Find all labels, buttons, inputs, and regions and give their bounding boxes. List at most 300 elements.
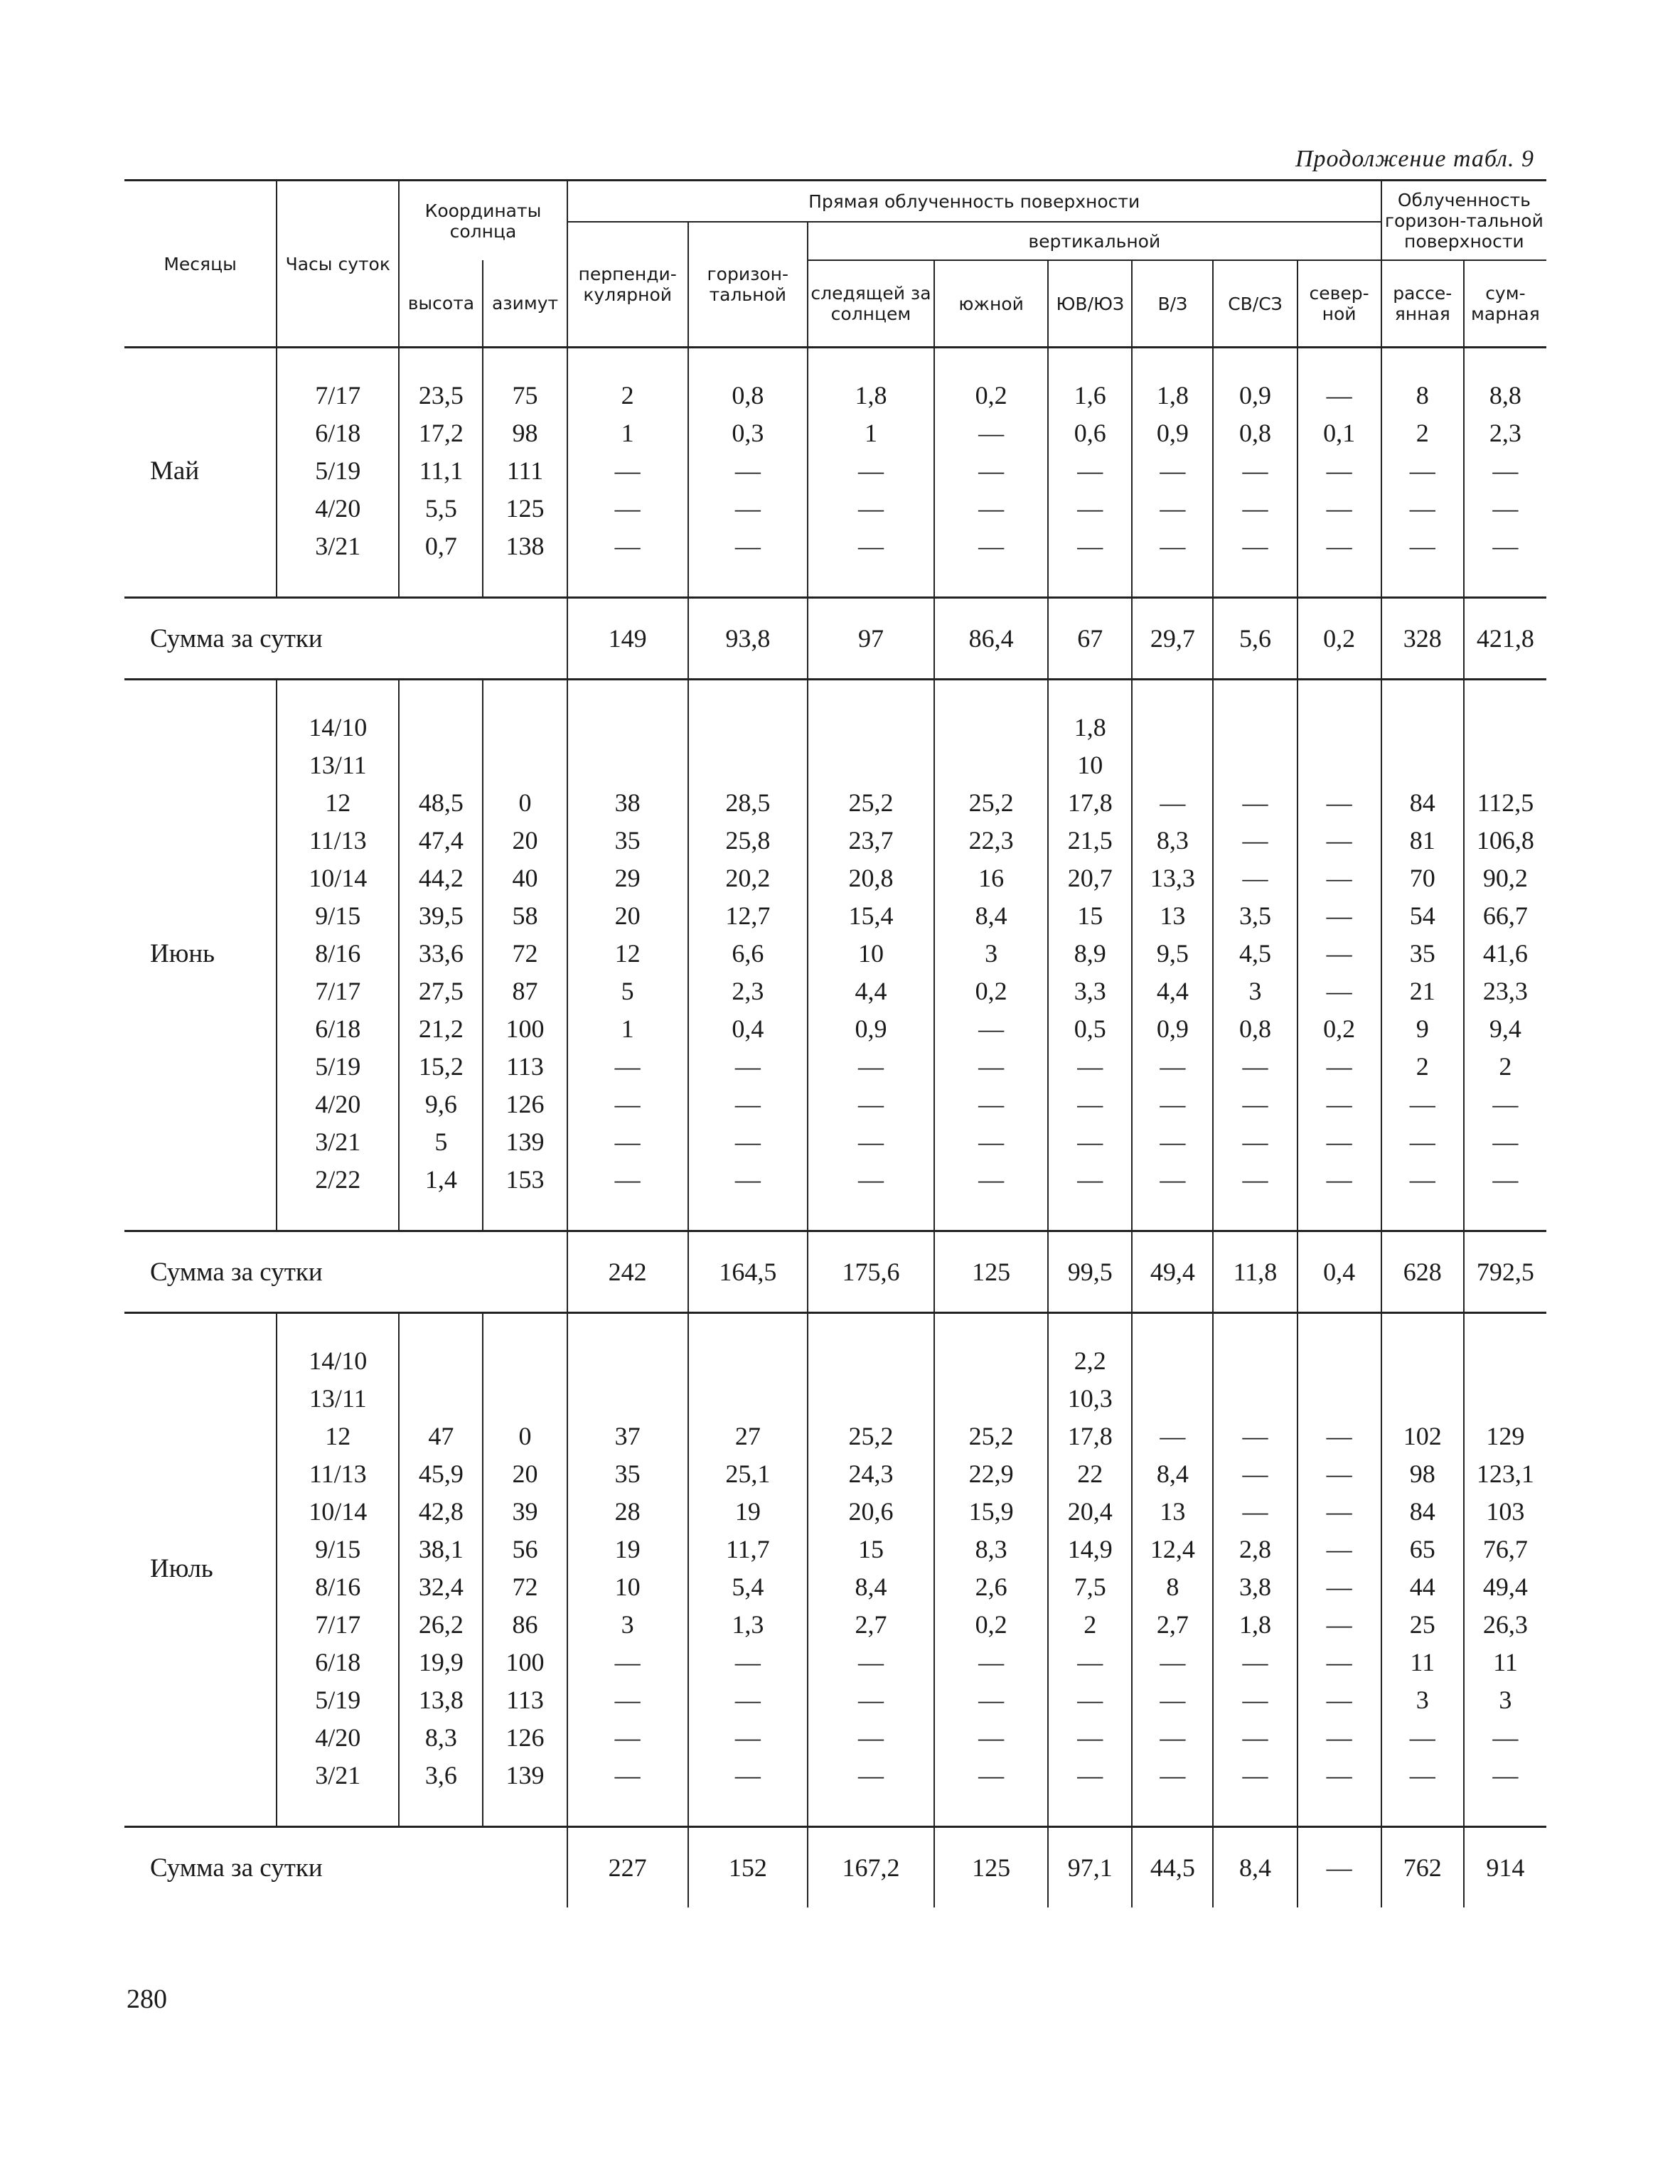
cell-value: — [734,532,761,560]
cell-value: 2,7 [855,1610,887,1639]
cell-value: 2,7 [1156,1610,1189,1639]
cell-value [568,746,687,784]
cell-value: 2,3 [1489,419,1521,447]
cell-value [483,1342,566,1380]
cell-value: 16 [978,864,1005,892]
cell-value: 22,3 [968,826,1014,855]
cell-value: 5,5 [424,494,457,523]
cell-value: — [857,456,884,485]
cell-value: 112,5 [1477,788,1534,817]
north-cell [1298,348,1381,598]
cell-value: 23,5 [418,381,464,410]
block-july [124,1313,1546,1827]
cell-value: — [1326,1610,1352,1639]
cell-value: 13,8 [418,1686,464,1714]
cell-value: — [1326,1090,1352,1118]
cell-value: — [857,1723,884,1752]
header-north: север-ной [1298,260,1381,348]
cell-value: 38 [614,788,641,817]
cell-value [935,709,1047,746]
cell-value: 72 [512,939,538,968]
cell-value: 2 [621,381,634,410]
cell-value: — [1242,456,1268,485]
cell-value: — [614,1761,641,1789]
cell-value: 2 [1084,1610,1097,1639]
se-sw-cell [1048,680,1132,1231]
cell-value: — [734,1090,761,1118]
cell-value: 12 [614,939,641,968]
cell-value: 17,8 [1067,1422,1113,1450]
cell-value: 3,8 [1238,1573,1271,1601]
cell-value: 8,4 [855,1573,887,1601]
cell-value: — [1409,1723,1435,1752]
sum-cell: 628 [1381,1231,1464,1313]
cell-value: — [734,1165,761,1194]
cell-value: 106,8 [1476,826,1534,855]
cell-value: — [1160,788,1186,817]
cell-value: 21 [1409,977,1435,1005]
sum-cell: 164,5 [688,1231,808,1313]
cell-value: 0,9 [1238,381,1271,410]
cell-value: 23,7 [848,826,894,855]
cell-value: 5/19 [315,456,361,485]
cell-value: — [1077,1648,1103,1676]
sum-cell: 97 [808,598,934,680]
cell-value: — [1492,494,1519,523]
cell-value [1214,1342,1296,1380]
cell-value [1382,746,1463,784]
cell-value: — [734,456,761,485]
cell-value: 41,6 [1482,939,1528,968]
sum-cell: 421,8 [1464,598,1546,680]
cell-value [568,709,687,746]
cell-value: 49,4 [1482,1573,1528,1601]
cell-value: 8,3 [1156,826,1189,855]
cell-value: 28,5 [725,788,771,817]
cell-value: 9,4 [1489,1015,1521,1043]
cell-value: 1,8 [855,381,887,410]
cell-value: 32,4 [418,1573,464,1601]
hours-cell [277,680,399,1231]
cell-value: — [978,1648,1005,1676]
cell-value: 1,3 [732,1610,764,1639]
cell-value: — [734,494,761,523]
cell-value: 9,6 [424,1090,457,1118]
cell-value: 129 [1486,1422,1525,1450]
cell-value: 39,5 [418,901,464,930]
cell-value: — [1326,494,1352,523]
cell-value: — [1242,1460,1268,1488]
cell-value: — [1326,901,1352,930]
cell-value: 0,8 [1238,1015,1271,1043]
cell-value: 4/20 [315,1723,361,1752]
cell-value: — [1160,1723,1186,1752]
cell-value: 0,2 [975,1610,1007,1639]
header-vertical: вертикальной [808,222,1381,260]
cell-value: — [1326,1573,1352,1601]
cell-value: — [857,1165,884,1194]
cell-value: — [978,1723,1005,1752]
cell-value: — [614,1686,641,1714]
table-row [124,1827,1546,1908]
south-cell [934,680,1048,1231]
cell-value: 22,9 [968,1460,1014,1488]
cell-value: — [614,494,641,523]
cell-value: — [1326,1460,1352,1488]
cell-value: — [1326,977,1352,1005]
cell-value: 0,5 [1074,1015,1106,1043]
cell-value [1465,746,1546,784]
sum-cell: 93,8 [688,598,808,680]
cell-value: 37 [614,1422,641,1450]
cell-value: 2,3 [732,977,764,1005]
north-cell [1298,1313,1381,1827]
cell-value: 139 [505,1128,545,1156]
sum-cell: 149 [567,598,688,680]
cell-value: 25,2 [848,1422,894,1450]
cell-value: 1,8 [1074,713,1106,742]
header-total: сум-марная [1464,260,1546,348]
cell-value [1214,1380,1296,1418]
sum-cell: 175,6 [808,1231,934,1313]
cell-value: 3,3 [1074,977,1106,1005]
cell-value [1133,709,1212,746]
cell-value: — [978,1165,1005,1194]
cell-value: 8 [1416,381,1429,410]
header-direct-irradiance: Прямая облученность поверхности [567,181,1381,223]
cell-value: 33,6 [418,939,464,968]
cell-value: — [1409,1165,1435,1194]
cell-value: — [1160,1052,1186,1081]
cell-value: 100 [505,1648,545,1676]
cell-value: 28 [614,1497,641,1526]
cell-value: — [1492,1761,1519,1789]
cell-value: 11 [1410,1648,1435,1676]
cell-value: — [978,456,1005,485]
cell-value: 6/18 [315,1015,361,1043]
cell-value: — [978,532,1005,560]
table-row [124,680,1546,1231]
cell-value: — [1242,1128,1268,1156]
cell-value: — [1242,1648,1268,1676]
cell-value: 0,9 [1156,419,1189,447]
horizontal-cell [688,680,808,1231]
cell-value: 7/17 [315,381,361,410]
sum-label: Сумма за сутки [124,1231,567,1313]
cell-value: 3,5 [1238,901,1271,930]
cell-value [1465,709,1546,746]
cell-value [400,1342,482,1380]
cell-value: 40 [512,864,538,892]
cell-value: 9/15 [315,1535,361,1563]
sum-cell: 0,4 [1298,1231,1381,1313]
cell-value: 10 [614,1573,641,1601]
cell-value: — [1326,1535,1352,1563]
cell-value: 25 [1409,1610,1435,1639]
cell-value [1133,746,1212,784]
cell-value: — [1326,1052,1352,1081]
ne-nw-cell [1213,1313,1297,1827]
cell-value: 25,2 [848,788,894,817]
cell-value: 44 [1409,1573,1435,1601]
cell-value: 13/11 [309,751,367,779]
sum-cell: 67 [1048,598,1132,680]
cell-value: 26,2 [418,1610,464,1639]
cell-value: 14/10 [309,713,368,742]
south-cell [934,348,1048,598]
cell-value: 20 [614,901,641,930]
cell-value: 54 [1409,901,1435,930]
cell-value: — [1409,494,1435,523]
sum-cell: 8,4 [1213,1827,1297,1908]
cell-value: 9,5 [1156,939,1189,968]
cell-value: 35 [614,1460,641,1488]
cell-value: — [978,1090,1005,1118]
cell-value: — [1160,1165,1186,1194]
cell-value: 5,4 [732,1573,764,1601]
header-hours: Часы суток [277,181,399,348]
cell-value: — [1326,1723,1352,1752]
cell-value: 8 [1166,1573,1179,1601]
cell-value: 138 [505,532,545,560]
header-horizontal: горизон-тальной [688,222,808,348]
cell-value: 1,8 [1238,1610,1271,1639]
cell-value: 0,9 [855,1015,887,1043]
cell-value: 4,4 [855,977,887,1005]
cell-value [808,1342,933,1380]
cell-value: 7/17 [315,977,361,1005]
cell-value: 84 [1409,1497,1435,1526]
cell-value: 8,3 [424,1723,457,1752]
cell-value: — [1160,456,1186,485]
cell-value: — [1326,939,1352,968]
cell-value: 126 [505,1090,545,1118]
cell-value: 35 [1409,939,1435,968]
cell-value: 113 [506,1052,544,1081]
cell-value: 48,5 [418,788,464,817]
cell-value: — [734,1686,761,1714]
cell-value [689,1380,807,1418]
cell-value: 1,6 [1074,381,1106,410]
e-w-cell [1132,680,1213,1231]
cell-value: 20 [512,1460,538,1488]
sum-cell: 97,1 [1048,1827,1132,1908]
cell-value: 3 [621,1610,634,1639]
cell-value: — [1242,1090,1268,1118]
cell-value: 21,5 [1067,826,1113,855]
cell-value: 1 [864,419,877,447]
cell-value: — [1492,1128,1519,1156]
cell-value: 111 [506,456,544,485]
cell-value: — [1077,1128,1103,1156]
azimuth-cell [483,680,567,1231]
cell-value: 98 [1409,1460,1435,1488]
cell-value: — [1326,1422,1352,1450]
cell-value: — [1326,1648,1352,1676]
cell-value: — [1077,532,1103,560]
cell-value: — [734,1723,761,1752]
e-w-cell [1132,1313,1213,1827]
cell-value [1298,709,1381,746]
height-cell [399,680,483,1231]
cell-value: — [1160,1090,1186,1118]
sum-cell: 792,5 [1464,1231,1546,1313]
perpendicular-cell [567,680,688,1231]
header-height: высота [399,260,483,348]
cell-value: 20,7 [1067,864,1113,892]
tracking-cell [808,348,934,598]
cell-value: 15,2 [418,1052,464,1081]
cell-value: 7,5 [1074,1573,1106,1601]
cell-value: — [1242,826,1268,855]
cell-value: 39 [512,1497,538,1526]
cell-value: 4/20 [315,1090,361,1118]
header-horizontal-irradiance: Облученность горизон-тальной поверхности [1381,181,1546,261]
sum-cell: 328 [1381,598,1464,680]
cell-value: 6/18 [315,419,361,447]
diffuse-cell [1381,1313,1464,1827]
cell-value: 12,4 [1150,1535,1195,1563]
cell-value: 25,1 [725,1460,771,1488]
cell-value: 15,9 [968,1497,1014,1526]
cell-value: 25,2 [968,788,1014,817]
cell-value: 2 [1416,419,1429,447]
horizontal-cell [688,1313,808,1827]
cell-value: — [614,532,641,560]
cell-value: — [1242,1497,1268,1526]
cell-value: 76,7 [1482,1535,1528,1563]
cell-value: 3,6 [424,1761,457,1789]
cell-value: — [857,1648,884,1676]
cell-value: 26,3 [1482,1610,1528,1639]
cell-value: — [1326,1497,1352,1526]
sum-cell: 29,7 [1132,598,1213,680]
cell-value: 11/13 [309,826,367,855]
cell-value: 27 [734,1422,761,1450]
cell-value: — [1160,1128,1186,1156]
cell-value: — [1077,494,1103,523]
cell-value: — [978,1052,1005,1081]
header-south: южной [934,260,1048,348]
perpendicular-cell [567,1313,688,1827]
header-perpendicular: перпенди-кулярной [567,222,688,348]
e-w-cell [1132,348,1213,598]
cell-value: — [1242,1761,1268,1789]
cell-value: 0,2 [975,977,1007,1005]
cell-value: — [1326,1128,1352,1156]
cell-value: — [857,532,884,560]
cell-value: — [1409,1128,1435,1156]
cell-value: 8,3 [975,1535,1007,1563]
cell-value [1133,1380,1212,1418]
cell-value: 14/10 [309,1347,368,1375]
cell-value: 1,8 [1156,381,1189,410]
cell-value: 17,2 [418,419,464,447]
cell-value: 44,2 [418,864,464,892]
cell-value: 6,6 [732,939,764,968]
cell-value: 103 [1486,1497,1525,1526]
header-se-sw: ЮВ/ЮЗ [1048,260,1132,348]
cell-value: 13 [1160,901,1186,930]
cell-value: — [1492,1723,1519,1752]
sum-cell: 152 [688,1827,808,1908]
cell-value: 2,2 [1074,1347,1106,1375]
cell-value: — [857,1686,884,1714]
cell-value: — [1077,1165,1103,1194]
cell-value: 13/11 [309,1384,367,1413]
hours-cell [277,348,399,598]
cell-value: — [1242,788,1268,817]
cell-value: 139 [505,1761,545,1789]
cell-value: 15 [857,1535,884,1563]
cell-value [935,746,1047,784]
cell-value: — [1409,1090,1435,1118]
cell-value: 1,4 [424,1165,457,1194]
cell-value: 153 [505,1165,545,1194]
cell-value: 12,7 [725,901,771,930]
cell-value [808,1380,933,1418]
cell-value: — [1242,864,1268,892]
cell-value: 2 [1499,1052,1512,1081]
cell-value: 58 [512,901,538,930]
cell-value: — [1326,788,1352,817]
cell-value: — [614,1090,641,1118]
cell-value [1382,1380,1463,1418]
cell-value: 8/16 [315,1573,361,1601]
cell-value: — [1326,1165,1352,1194]
sum-cell: 86,4 [934,598,1048,680]
cell-value: 20,4 [1067,1497,1113,1526]
solar-irradiance-table [124,179,1546,1907]
cell-value: 12 [325,1422,351,1450]
cell-value: 38,1 [418,1535,464,1563]
cell-value: — [614,1723,641,1752]
cell-value: — [614,1648,641,1676]
cell-value: 4,4 [1156,977,1189,1005]
tracking-cell [808,680,934,1231]
cell-value: 8,4 [1156,1460,1189,1488]
cell-value [689,1342,807,1380]
cell-value: — [614,456,641,485]
cell-value: — [1409,532,1435,560]
cell-value: — [1492,1165,1519,1194]
cell-value: 102 [1403,1422,1442,1450]
se-sw-cell [1048,348,1132,598]
cell-value: — [1409,1761,1435,1789]
cell-value: 13 [1160,1497,1186,1526]
header-sun-coords: Координаты солнца [399,181,567,261]
table-header [124,181,1546,348]
south-cell [934,1313,1048,1827]
cell-value: 5/19 [315,1686,361,1714]
cell-value: — [1492,1090,1519,1118]
cell-value: 0 [518,788,532,817]
cell-value: — [1160,494,1186,523]
cell-value: — [1492,456,1519,485]
cell-value: — [978,1128,1005,1156]
cell-value: 126 [505,1723,545,1752]
cell-value [1465,1380,1546,1418]
cell-value: 5/19 [315,1052,361,1081]
sum-cell: 99,5 [1048,1231,1132,1313]
block-june [124,680,1546,1231]
cell-value: 75 [512,381,538,410]
cell-value: 0,7 [424,532,457,560]
cell-value: 8,8 [1489,381,1521,410]
cell-value: 10/14 [309,1497,368,1526]
cell-value: — [1242,1165,1268,1194]
cell-value: 9/15 [315,901,361,930]
